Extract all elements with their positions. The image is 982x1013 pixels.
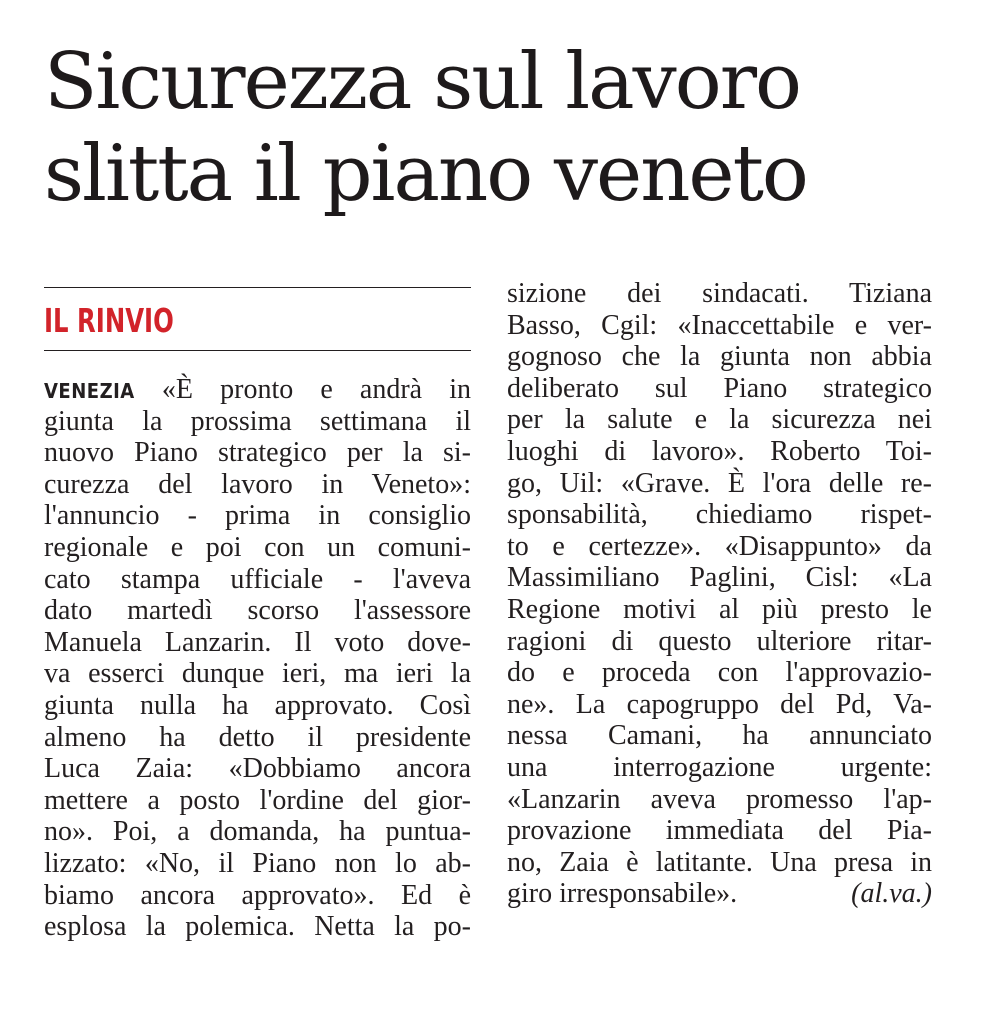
body-line: Basso, Cgil: «Inaccettabile e ver- (507, 309, 932, 341)
body-line: Regione motivi al più presto le (507, 593, 932, 625)
body-line: no». Poi, a domanda, ha puntua- (44, 816, 471, 848)
kicker-label: IL RINVIO (44, 301, 174, 340)
body-line-last (507, 878, 932, 910)
body-line: ragioni di questo ulteriore ritar- (507, 625, 932, 657)
body-line: no, Zaia è latitante. Una presa in (507, 846, 932, 878)
body-line: l'annuncio - prima in consiglio (44, 500, 471, 532)
body-line: lizzato: «No, il Piano non lo ab- (44, 847, 471, 879)
body-line: esplosa la polemica. Netta la po- (44, 911, 471, 943)
body-line: biamo ancora approvato». Ed è (44, 879, 471, 911)
body-line: sponsabilità, chiediamo rispet- (507, 499, 932, 531)
body-line: per la salute e la sicurezza nei (507, 404, 932, 436)
headline-line-2: slitta il piano veneto (44, 129, 807, 219)
body-line: giunta la prossima settimana il (44, 405, 471, 437)
body-line: do e proceda con l'approvazio- (507, 657, 932, 689)
body-line: luoghi di lavoro». Roberto Toi- (507, 435, 932, 467)
author-signature: (al.va.) (851, 878, 932, 910)
body-line: go, Uil: «Grave. È l'ora delle re- (507, 467, 932, 499)
headline-line-1: Sicurezza sul lavoro (44, 37, 800, 127)
body-line: nessa Camani, ha annunciato (507, 720, 932, 752)
body-line-text: «È pronto e andrà in (134, 374, 471, 405)
body-line: sizione dei sindacati. Tiziana (507, 278, 932, 309)
headline (44, 36, 964, 220)
body-line: provazione immediata del Pia- (507, 815, 932, 847)
body-line: deliberato sul Piano strategico (507, 372, 932, 404)
body-line: ne». La capogruppo del Pd, Va- (507, 688, 932, 720)
kicker-bottom-rule (44, 350, 471, 351)
body-line: una interrogazione urgente: (507, 751, 932, 783)
body-line: mettere a posto l'ordine del gior- (44, 784, 471, 816)
body-line: Manuela Lanzarin. Il voto dove- (44, 626, 471, 658)
body-line-text: giro irresponsabile». (507, 878, 738, 910)
kicker-top-rule (44, 287, 471, 288)
body-line: almeno ha detto il presidente (44, 721, 471, 753)
body-line (44, 374, 471, 406)
body-line: giunta nulla ha approvato. Così (44, 689, 471, 721)
body-line: nuovo Piano strategico per la si- (44, 437, 471, 469)
body-line: «Lanzarin aveva promesso l'ap- (507, 783, 932, 815)
body-line: Massimiliano Paglini, Cisl: «La (507, 562, 932, 594)
body-line: curezza del lavoro in Veneto»: (44, 468, 471, 500)
body-line: regionale e poi con un comuni- (44, 531, 471, 563)
body-line: Luca Zaia: «Dobbiamo ancora (44, 753, 471, 785)
article-column-right (507, 278, 932, 910)
body-line: cato stampa ufficiale - l'aveva (44, 563, 471, 595)
body-line: dato martedì scorso l'assessore (44, 595, 471, 627)
body-line: gognoso che la giunta non abbia (507, 341, 932, 373)
body-line: va esserci dunque ieri, ma ieri la (44, 658, 471, 690)
body-line: to e certezze». «Disappunto» da (507, 530, 932, 562)
dateline: VENEZIA (44, 379, 135, 403)
article-column-left (44, 374, 471, 943)
